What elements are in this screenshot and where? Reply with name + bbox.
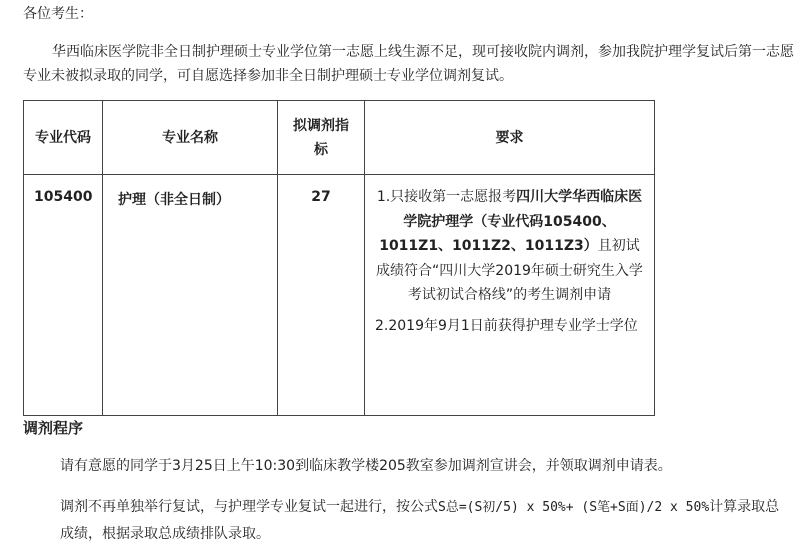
row-quota: 27 bbox=[278, 175, 365, 416]
row-name: 护理（非全日制） bbox=[103, 175, 278, 416]
header-requirements: 要求 bbox=[365, 101, 655, 175]
greeting: 各位考生： bbox=[23, 6, 93, 22]
procedure-title: 调剂程序 bbox=[23, 419, 84, 437]
procedure-step-2-tail: 计算录取总成绩，根据录取总成绩排队录取。 bbox=[60, 499, 780, 542]
requirement-1-lead: 1.只接收第一志愿报考 bbox=[376, 189, 517, 205]
intro-paragraph: 华西临床医学院非全日制护理硕士专业学位第一志愿上线生源不足，现可接收院内调剂，参加我院护理学复试后第一志愿专业未被拟录取的同学，可自愿选择参加非全日制护理硕士专业学位调剂复试。 bbox=[23, 44, 794, 84]
table-row bbox=[24, 175, 655, 416]
requirement-1 bbox=[373, 185, 646, 308]
row-code: 105400 bbox=[24, 175, 103, 416]
header-code: 专业代码 bbox=[24, 101, 103, 175]
header-quota-label: 拟调剂指标 bbox=[293, 117, 349, 158]
requirement-2: 2.2019年9月1日前获得护理专业学士学位 bbox=[375, 317, 638, 334]
procedure-step-2-lead: 调剂不再单独举行复试，与护理学专业复试一起进行，按公式 bbox=[60, 499, 438, 515]
procedure-step-2 bbox=[60, 494, 792, 547]
header-quota bbox=[278, 101, 365, 175]
table-header-row bbox=[24, 101, 655, 175]
row-requirements bbox=[365, 175, 655, 416]
admission-table bbox=[23, 100, 655, 416]
score-formula: S总=(S初/5) x 50%+ (S笔+S面)/2 x 50% bbox=[438, 500, 710, 515]
requirement-1-condition: 且初试成绩符合“四川大学2019年硕士研究生入学考试初试合格线”的考生调剂申请 bbox=[376, 238, 643, 303]
requirement-1-program: 四川大学华西临床医学院护理学（专业代码105400、1011Z1、1011Z2、1011Z3） bbox=[379, 189, 643, 254]
procedure-step-1: 请有意愿的同学于3月25日上午10:30到临床教学楼205教室参加调剂宣讲会，并领取调剂申请表。 bbox=[60, 458, 672, 474]
header-name: 专业名称 bbox=[103, 101, 278, 175]
